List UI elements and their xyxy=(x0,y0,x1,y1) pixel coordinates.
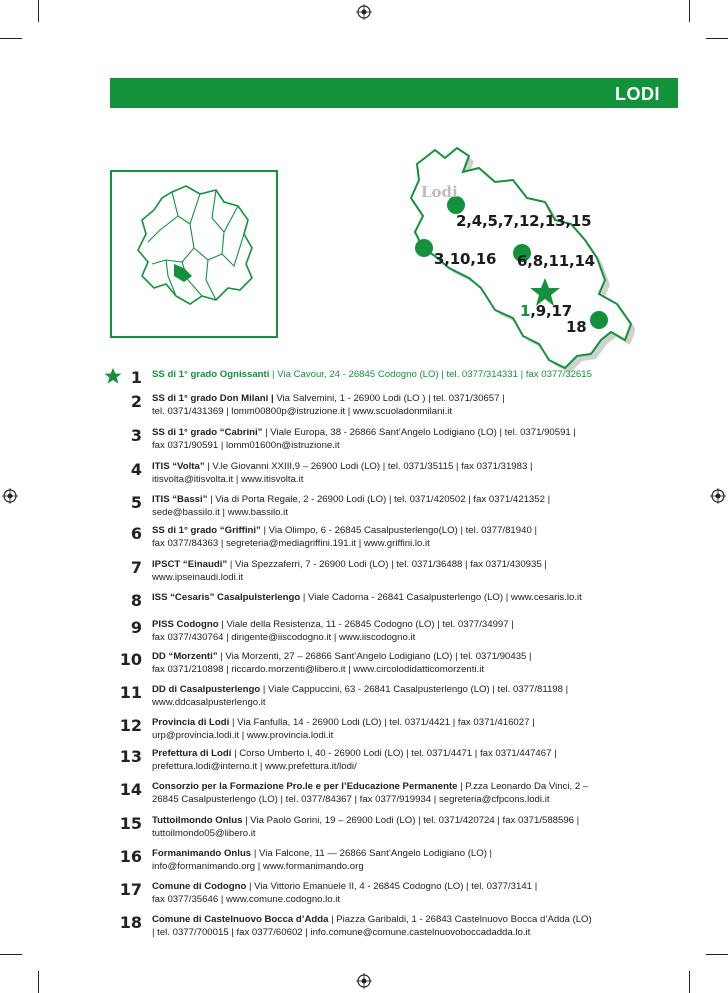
entry-contacts: itisvolta@itisvolta.it | www.itisvolta.it xyxy=(152,474,304,485)
entry-number: 15 xyxy=(119,814,142,833)
header-banner xyxy=(110,78,678,108)
entry-text xyxy=(152,650,672,676)
lombardy-map-icon xyxy=(112,172,276,336)
entry-address: | Viale Cappuccini, 63 - 26841 Casalpusterlengo (LO) | tel. 0377/81198 | xyxy=(260,684,569,695)
entry-address: | Via Spezzaferri, 7 - 26900 Lodi (LO) | tel. 0371/36488 | fax 0371/430935 | xyxy=(227,559,547,570)
entry-text xyxy=(152,392,672,418)
crop-mark xyxy=(706,954,728,955)
entry-number: 11 xyxy=(119,683,142,702)
map-marker-label: 2,4,5,7,12,13,15 xyxy=(456,212,592,230)
crop-mark xyxy=(689,971,690,993)
entry-address: | Corso Umberto I, 40 - 26900 Lodi (LO) | tel. 0371/4471 | fax 0371/447467 | xyxy=(231,748,557,759)
entry-text xyxy=(152,368,672,381)
entry-text xyxy=(152,426,672,452)
entry-contacts: prefettura.lodi@interno.it | www.prefettura.it/lodi/ xyxy=(152,761,357,772)
map-marker-label: 1,9,17 xyxy=(520,302,572,320)
crop-mark xyxy=(0,38,22,39)
entry-contacts: www.ddcasalpusterlengo.it xyxy=(152,697,266,708)
entry-text xyxy=(152,913,672,939)
entry-number: 5 xyxy=(130,493,142,512)
registration-mark-icon xyxy=(356,973,372,989)
entry-name: Formanimando Onlus xyxy=(152,848,252,859)
entry-contacts: fax 0377/35646 | www.comune.codogno.lo.it xyxy=(152,894,341,905)
crop-mark xyxy=(0,954,22,955)
entry-text xyxy=(152,558,672,584)
entry-address: | Via Olimpo, 6 - 26845 Casalpusterlengo(LO) | tel. 0377/81940 | xyxy=(260,525,537,536)
entry-name: PISS Codogno xyxy=(152,619,219,630)
entry-text xyxy=(152,591,672,604)
entry-name: Tuttoilmondo Onlus xyxy=(152,815,243,826)
entry-number: 6 xyxy=(130,524,142,543)
entry-number: 13 xyxy=(119,747,142,766)
entry-number: 2 xyxy=(130,392,142,411)
entry-number: 8 xyxy=(130,591,142,610)
entry-text xyxy=(152,716,672,742)
entry-text xyxy=(152,747,672,773)
entry-contacts: fax 0371/90591 | lomm01600n@istruzione.it xyxy=(152,440,340,451)
entry-contacts: fax 0377/430764 | dirigente@iiscodogno.it | www.iiscodogno.it xyxy=(152,632,416,643)
entry-address: | Viale Cadorna - 26841 Casalpusterlengo (LO) | www.cesaris.lo.it xyxy=(300,592,582,603)
registration-mark-icon xyxy=(710,488,726,504)
entry-contacts: urp@provincia.lodi.it | www.provincia.lodi.it xyxy=(152,730,334,741)
crop-mark xyxy=(38,971,39,993)
province-map xyxy=(395,128,635,373)
entry-name: SS di 1° grado Ognissanti xyxy=(152,369,270,380)
entry-name: DD di Casalpusterlengo xyxy=(152,684,261,695)
entry-text xyxy=(152,780,672,806)
entry-name: IPSCT “Einaudi” xyxy=(152,559,228,570)
entry-address: | Via Falcone, 11 — 26866 Sant’Angelo Lodigiano (LO) | xyxy=(251,848,493,859)
entry-number: 4 xyxy=(130,460,142,479)
map-marker-label: 18 xyxy=(566,318,587,336)
entry-name: Provincia di Lodi xyxy=(152,717,230,728)
crop-mark xyxy=(689,0,690,22)
entry-address: | Piazza Garibaldi, 1 - 26843 Castelnuovo Bocca d’Adda (LO) xyxy=(328,914,592,925)
entry-name: ITIS “Bassi” xyxy=(152,494,208,505)
entry-name: SS di 1° grado Don Milani | xyxy=(152,393,274,404)
entry-address: | Via Vittorio Emanuele II, 4 - 26845 Codogno (LO) | tel. 0377/3141 | xyxy=(246,881,538,892)
crop-mark xyxy=(38,0,39,22)
entry-contacts: fax 0371/210898 | riccardo.morzenti@libero.it | www.circolodidatticomorzenti.it xyxy=(152,664,484,675)
entry-number: 10 xyxy=(119,650,142,669)
entry-name: Comune di Castelnuovo Bocca d’Adda xyxy=(152,914,329,925)
entry-contacts: 26845 Casalpusterlengo (LO) | tel. 0377/84367 | fax 0377/919934 | segreteria@cfpcons.lodi.it xyxy=(152,794,550,805)
crop-mark xyxy=(706,38,728,39)
entry-number: 9 xyxy=(130,618,142,637)
entry-contacts: tuttoilmondo05@libero.it xyxy=(152,828,256,839)
entry-number: 18 xyxy=(119,913,142,932)
entry-contacts: | tel. 0377/700015 | fax 0377/60602 | info.comune@comune.castelnuovoboccadadda.lo.it xyxy=(152,927,531,938)
entry-number: 3 xyxy=(130,426,142,445)
entry-text xyxy=(152,460,672,486)
entry-name: ISS “Cesaris” Casalpulsterlengo xyxy=(152,592,301,603)
entry-contacts: fax 0377/84363 | segreteria@mediagriffini.191.it | www.griffini.lo.it xyxy=(152,538,430,549)
entry-address: | Via Paolo Gorini, 19 – 26900 Lodi (LO) | tel. 0371/420724 | fax 0371/588596 | xyxy=(242,815,580,826)
entry-address: | P.zza Leonardo Da Vinci, 2 – xyxy=(457,781,589,792)
entry-number: 17 xyxy=(119,880,142,899)
map-city-label: Lodi xyxy=(421,183,458,201)
region-inset-map xyxy=(110,170,278,338)
registration-mark-icon xyxy=(2,488,18,504)
entry-address: Via Salvemini, 1 - 26900 Lodi (LO ) | tel. 0371/30657 | xyxy=(273,393,505,404)
entry-name: Consorzio per la Formazione Pro.le e per l’Educazione Permanente xyxy=(152,781,458,792)
entry-number: 16 xyxy=(119,847,142,866)
entry-name: Prefettura di Lodi xyxy=(152,748,232,759)
entry-number: 12 xyxy=(119,716,142,735)
entry-address: | Via Fanfulla, 14 - 26900 Lodi (LO) | tel. 0371/4421 | fax 0371/416027 | xyxy=(229,717,535,728)
map-marker-label: 3,10,16 xyxy=(434,250,497,268)
entry-address: | Via Cavour, 24 - 26845 Codogno (LO) | tel. 0377/314331 | fax 0377/32615 xyxy=(269,369,592,380)
entry-address: | V.le Giovanni XXIII,9 – 26900 Lodi (LO) | tel. 0371/35115 | fax 0371/31983 | xyxy=(204,461,533,472)
entry-name: SS di 1° grado “Cabrini” xyxy=(152,427,263,438)
entry-text xyxy=(152,524,672,550)
map-marker xyxy=(590,311,608,329)
map-marker-label: 6,8,11,14 xyxy=(517,252,595,270)
entry-contacts: www.ipseinaudi.lodi.it xyxy=(152,572,244,583)
entry-text xyxy=(152,683,672,709)
entry-text xyxy=(152,814,672,840)
entry-number: 1 xyxy=(130,368,142,387)
entry-text xyxy=(152,493,672,519)
page-title: LODI xyxy=(615,84,660,104)
entry-name: DD “Morzenti” xyxy=(152,651,218,662)
entry-name: SS di 1° grado “Griffini” xyxy=(152,525,261,536)
entry-contacts: sede@bassilo.it | www.bassilo.it xyxy=(152,507,288,518)
entry-address: | Via di Porta Regale, 2 - 26900 Lodi (LO) | tel. 0371/420502 | fax 0371/421352 | xyxy=(207,494,551,505)
entry-text xyxy=(152,618,672,644)
entry-address: | Viale Europa, 38 - 26866 Sant’Angelo Lodigiano (LO) | tel. 0371/90591 | xyxy=(262,427,576,438)
entry-text xyxy=(152,880,672,906)
map-marker xyxy=(415,239,433,257)
entry-name: Comune di Codogno xyxy=(152,881,247,892)
entry-name: ITIS “Volta” xyxy=(152,461,205,472)
registration-mark-icon xyxy=(356,4,372,20)
entry-address: | Via Morzenti, 27 – 26866 Sant’Angelo Lodigiano (LO) | tel. 0371/90435 | xyxy=(217,651,532,662)
entry-contacts: tel. 0371/431369 | lomm00800p@istruzione.it | www.scuoladonmilani.it xyxy=(152,406,453,417)
entry-text xyxy=(152,847,672,873)
entry-number: 14 xyxy=(119,780,142,799)
entry-contacts: info@formanimando.org | www.formanimando.org xyxy=(152,861,364,872)
entry-address: | Viale della Resistenza, 11 - 26845 Codogno (LO) | tel. 0377/34997 | xyxy=(218,619,514,630)
entry-number: 7 xyxy=(130,558,142,577)
